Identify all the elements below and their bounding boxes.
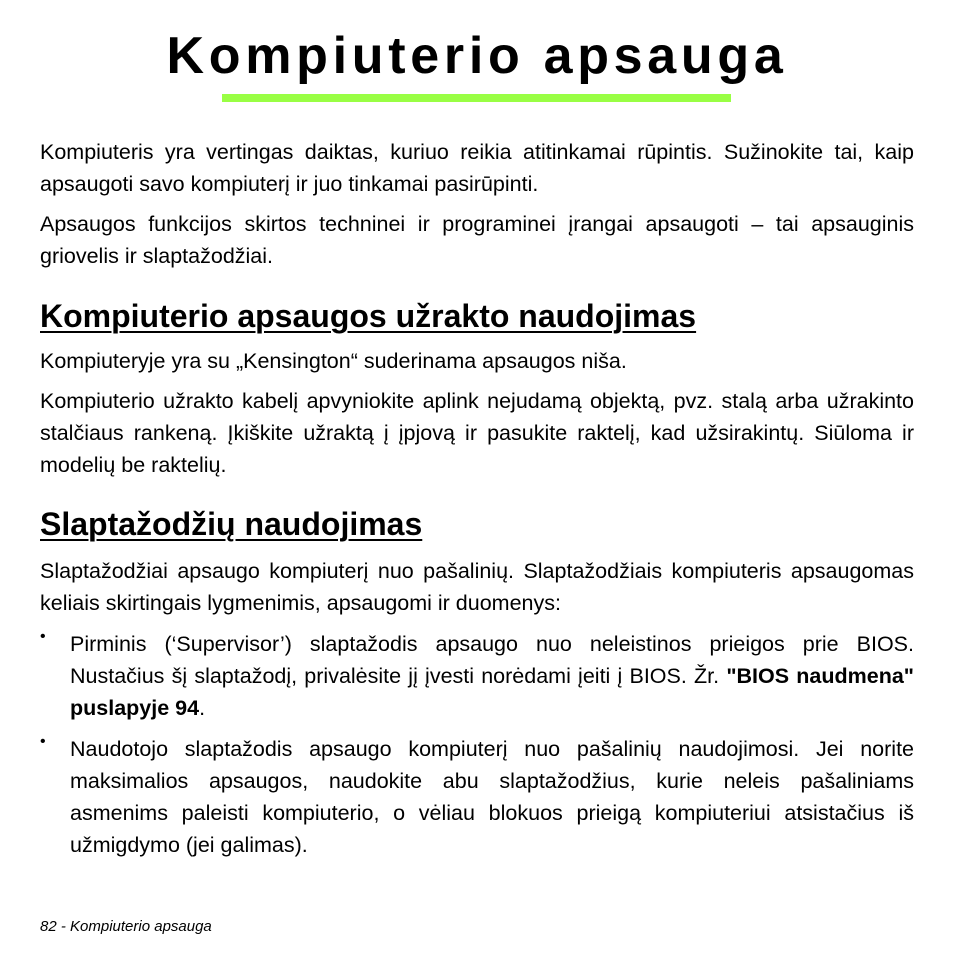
page-content	[40, 136, 914, 861]
bullet-icon: •	[40, 628, 46, 645]
list-item	[40, 628, 914, 724]
bullet-text-end: .	[199, 696, 206, 720]
section-heading-lock: Kompiuterio apsaugos užrakto naudojimas	[40, 298, 697, 334]
bios-cross-reference-link[interactable]: "BIOS naudmena" puslapyje 94	[70, 664, 914, 720]
lock-paragraph-2: Kompiuterio užrakto kabelį apvyniokite aplink nejudamą objektą, pvz. stalą arba užrakinto stalčiaus rankeną. Įkiškite užraktą į įpjovą ir pasukite raktelį, kad užsirakintų. Siūloma ir modelių be raktelių.	[40, 389, 914, 477]
bullet-text	[70, 628, 914, 724]
passwords-intro-paragraph: Slaptažodžiai apsaugo kompiuterį nuo pašalinių. Slaptažodžiais kompiuteris apsaugomas keliais skirtingais lygmenimis, apsaugomi ir duomenys:	[40, 559, 914, 615]
title-underline	[222, 94, 731, 102]
bullet-text-main: Pirminis (‘Supervisor’) slaptažodis apsaugo nuo neleistinos prieigos prie BIOS. Nustačius šį slaptažodį, privalėsite jį įvesti norėdami įeiti į BIOS. Žr.	[70, 632, 914, 688]
page-footer: 82 - Kompiuterio apsauga	[40, 918, 212, 935]
lock-paragraph-1: Kompiuteryje yra su „Kensington“ suderinama apsaugos niša.	[40, 349, 627, 373]
bullet-text: Naudotojo slaptažodis apsaugo kompiuterį nuo pašalinių naudojimosi. Jei norite maksimalios apsaugos, naudokite abu slaptažodžius, kurie neleis pašaliniams asmenims paleisti kompiuterio, o vėliau blokuos prieigą kompiuteriui atsistačius iš užmigdymo (jei galimas).	[70, 737, 914, 857]
list-item	[40, 733, 914, 861]
intro-paragraph-1: Kompiuteris yra vertingas daiktas, kuriuo reikia atitinkamai rūpintis. Sužinokite tai, kaip apsaugoti savo kompiuterį ir juo tinkamai pasirūpinti.	[40, 140, 914, 196]
intro-paragraph-2: Apsaugos funkcijos skirtos techninei ir programinei įrangai apsaugoti – tai apsauginis griovelis ir slaptažodžiai.	[40, 212, 914, 268]
page-title: Kompiuterio apsauga	[166, 27, 788, 85]
bullet-icon: •	[40, 733, 46, 750]
section-heading-passwords: Slaptažodžių naudojimas	[40, 506, 423, 542]
